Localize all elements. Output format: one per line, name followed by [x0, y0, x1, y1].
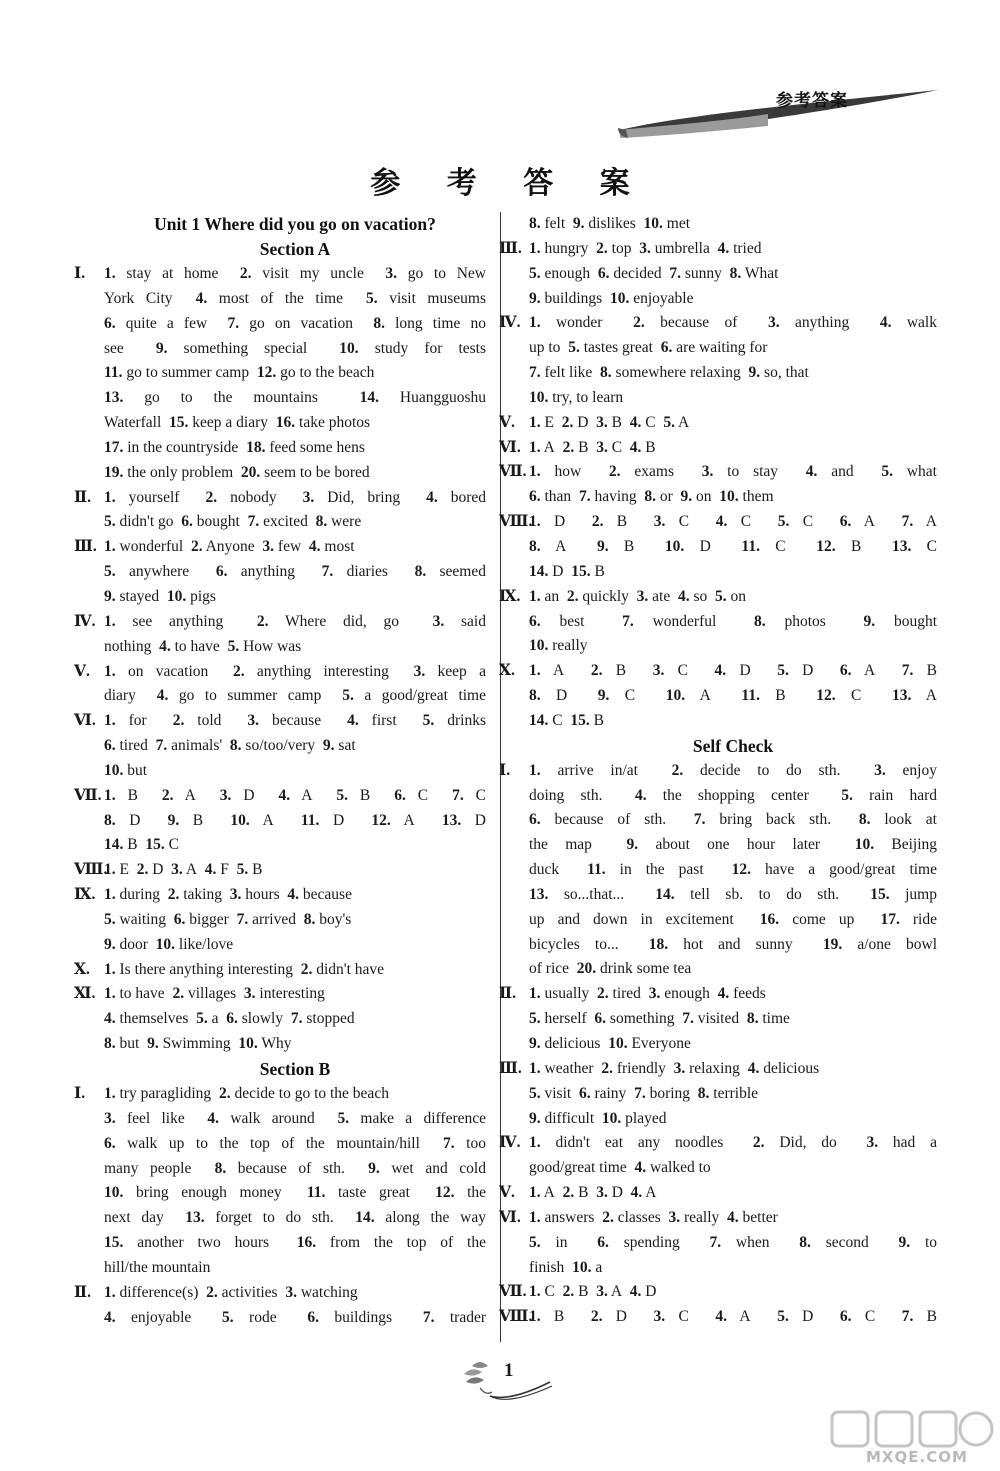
- answer-text: 1. difference(s) 2. activities 3. watching: [104, 1283, 358, 1301]
- answer-line: [104, 933, 486, 958]
- answer-line: [74, 610, 486, 635]
- answer-text: 1. E 2. D 3. A 4. F 5. B: [104, 861, 263, 879]
- answer-line: [104, 287, 486, 312]
- answer-line: [104, 361, 486, 386]
- roman-numeral-marker: Ⅴ.: [74, 662, 90, 680]
- answer-line: [104, 809, 486, 834]
- answer-text: 6. tired 7. animals' 8. so/too/very 9. sat: [104, 737, 356, 755]
- answer-line: [529, 784, 937, 809]
- answer-line: [74, 784, 487, 809]
- answer-text: 8. D 9. C 10. A 11. B 12. C 13. A: [529, 687, 937, 705]
- answer-text: 4. enjoyable 5. rode 6. buildings 7. trader: [104, 1308, 486, 1326]
- answer-text: 1. an 2. quickly 3. ate 4. so 5. on: [529, 587, 747, 605]
- roman-numeral-marker: Ⅶ.: [499, 1283, 527, 1301]
- answer-line: [529, 634, 937, 659]
- answer-line: [104, 734, 486, 759]
- answer-line: [529, 957, 937, 982]
- watermark-text: MXQE.COM: [866, 1448, 968, 1466]
- roman-numeral-marker: Ⅰ.: [74, 265, 86, 282]
- answer-line: [104, 908, 486, 933]
- page-number: 1: [504, 1360, 514, 1381]
- answer-line: [529, 336, 937, 361]
- roman-numeral-marker: Ⅰ.: [499, 761, 511, 779]
- answer-line: [529, 1082, 937, 1107]
- section-b-heading: Section B: [259, 1059, 331, 1079]
- answer-text: good/great time 4. walked to: [529, 1159, 711, 1177]
- page-title: 参 考 答 案: [370, 166, 648, 201]
- unit-title: Unit 1 Where did you go on vacation?: [154, 214, 436, 234]
- answer-line: [104, 1157, 486, 1182]
- answer-text: 3. feel like 4. walk around 5. make a difference: [104, 1109, 487, 1127]
- answer-text: 5. in 6. spending 7. when 8. second 9. to: [529, 1233, 938, 1251]
- answer-text: 5. waiting 6. bigger 7. arrived 8. boy's: [104, 910, 352, 928]
- answer-text: 9. difficult 10. played: [529, 1109, 667, 1127]
- page-number-ornament: [460, 1352, 560, 1408]
- answer-line: [74, 982, 486, 1007]
- banner-label: 参考答案: [776, 91, 848, 111]
- answer-line: [529, 808, 937, 833]
- roman-numeral-marker: Ⅲ.: [499, 1059, 522, 1077]
- answer-line: [499, 436, 937, 461]
- section-a-answers: [74, 262, 487, 1057]
- answer-line: [529, 908, 937, 933]
- answer-text: 1. D 2. B 3. C 4. C 5. C 6. A 7. A: [529, 513, 937, 531]
- answer-text: 1. try paragliding 2. decide to go to the beach: [104, 1085, 389, 1102]
- answer-text: 13. go to the mountains 14. Huangguoshu: [104, 389, 487, 407]
- roman-numeral-marker: Ⅵ.: [74, 712, 96, 730]
- answer-text: York City 4. most of the time 5. visit museums: [104, 289, 486, 307]
- answer-text: 1. A 2. B 3. C 4. D 5. D 6. A 7. B: [529, 662, 938, 680]
- answer-text: 1. B 2. D 3. C 4. A 5. D 6. C 7. B: [529, 1308, 938, 1326]
- roman-numeral-marker: Ⅴ.: [499, 413, 515, 431]
- roman-numeral-marker: Ⅵ.: [499, 438, 521, 456]
- answer-line: [74, 858, 486, 883]
- answer-text: diary 4. go to summer camp 5. a good/great time: [104, 687, 486, 705]
- answer-line: [104, 411, 486, 436]
- answer-line: [104, 759, 486, 784]
- answer-text: 1. during 2. taking 3. hours 4. because: [104, 886, 352, 904]
- answer-text: 1. for 2. told 3. because 4. first 5. drinks: [104, 712, 487, 730]
- answer-text: 5. herself 6. something 7. visited 8. time: [529, 1010, 790, 1028]
- answer-line: [529, 709, 937, 734]
- answer-text: 1. E 2. D 3. B 4. C 5. A: [529, 413, 690, 431]
- answer-line: [104, 1032, 486, 1057]
- answer-line: [529, 386, 937, 411]
- answer-text: 1. wonderful 2. Anyone 3. few 4. most: [104, 538, 355, 556]
- answer-line: [104, 510, 486, 535]
- answer-line: [104, 1206, 486, 1231]
- answer-text: 8. but 9. Swimming 10. Why: [104, 1035, 292, 1053]
- answer-line: [104, 1132, 486, 1157]
- answer-text: finish 10. a: [529, 1258, 603, 1276]
- answer-text: of rice 20. drink some tea: [529, 960, 692, 978]
- answer-line: [529, 833, 937, 858]
- answer-line: [499, 311, 937, 336]
- roman-numeral-marker: Ⅷ.: [499, 1308, 533, 1326]
- answer-text: next day 13. forget to do sth. 14. along the way: [104, 1209, 486, 1227]
- self-check-heading: Self Check: [692, 735, 774, 756]
- answer-line: [74, 709, 487, 734]
- answer-line: [104, 1007, 486, 1032]
- answer-line: [104, 1306, 486, 1331]
- answer-line: [529, 485, 937, 510]
- answer-line: [104, 337, 486, 362]
- roman-numeral-marker: Ⅱ.: [499, 985, 516, 1003]
- roman-numeral-marker: Ⅺ.: [74, 985, 96, 1003]
- answer-text: 9. delicious 10. Everyone: [529, 1035, 691, 1052]
- answer-line: [499, 1280, 937, 1305]
- right-column: [499, 212, 938, 1330]
- answer-text: 1. yourself 2. nobody 3. Did, bring 4. bored: [104, 488, 487, 506]
- answer-text: see 9. something special 10. study for tests: [104, 339, 486, 357]
- answer-text: up and down in excitement 16. come up 17. ride: [529, 910, 937, 928]
- answer-line: [529, 262, 937, 287]
- section-a-heading: Section A: [259, 239, 331, 259]
- answer-text: 6. quite a few 7. go on vacation 8. long time no: [104, 314, 486, 332]
- roman-numeral-marker: Ⅶ.: [499, 463, 527, 481]
- answer-line: [529, 560, 937, 585]
- answer-text: hill/the mountain: [104, 1258, 211, 1276]
- section-b-continued-answers: [499, 212, 938, 734]
- answer-text: 17. in the countryside 18. feed some hens: [104, 438, 365, 456]
- answer-text: the map 9. about one hour later 10. Beijing: [529, 836, 937, 854]
- roman-numeral-marker: Ⅰ.: [74, 1085, 86, 1102]
- answer-line: [529, 535, 937, 560]
- answer-line: [104, 436, 486, 461]
- answer-text: 1. to have 2. villages 3. interesting: [104, 985, 325, 1003]
- answer-text: 1. see anything 2. Where did, go 3. said: [104, 612, 486, 630]
- watermark: [826, 1408, 998, 1470]
- answer-text: 13. so...that... 14. tell sb. to do sth. 15. jump: [529, 885, 937, 903]
- answer-text: 9. door 10. like/love: [104, 935, 234, 953]
- answer-line: [104, 312, 486, 337]
- answer-line: [499, 1181, 937, 1206]
- answer-line: [529, 933, 937, 958]
- answer-line: [104, 1107, 486, 1132]
- watermark-logo-graphic: [826, 1408, 998, 1452]
- answer-text: 6. best 7. wonderful 8. photos 9. bought: [529, 612, 938, 630]
- answer-line: [529, 1156, 937, 1181]
- answer-line: [104, 560, 486, 585]
- answer-line: [529, 883, 937, 908]
- roman-numeral-marker: Ⅲ.: [499, 239, 522, 257]
- roman-numeral-marker: Ⅸ.: [499, 587, 521, 605]
- roman-numeral-marker: Ⅸ.: [74, 886, 96, 904]
- answer-line: [74, 883, 486, 908]
- answer-line: [104, 1231, 486, 1256]
- answer-line: [104, 1256, 486, 1281]
- answer-text: 14. C 15. B: [529, 711, 604, 729]
- roman-numeral-marker: Ⅲ.: [74, 538, 97, 556]
- answer-line: [104, 461, 486, 486]
- answer-text: 14. B 15. C: [104, 836, 179, 854]
- answer-text: 10. try, to learn: [529, 388, 624, 406]
- answer-text: 9. stayed 10. pigs: [104, 587, 216, 605]
- section-b-answers: [74, 1082, 487, 1330]
- answer-text: nothing 4. to have 5. How was: [104, 637, 302, 655]
- answer-text: 10. but: [104, 761, 148, 779]
- answer-text: 11. go to summer camp 12. go to the beach: [104, 364, 375, 382]
- answer-line: [74, 660, 487, 685]
- roman-numeral-marker: Ⅱ.: [74, 1283, 91, 1301]
- answer-line: [499, 1131, 938, 1156]
- answer-line: [74, 262, 486, 287]
- answer-line: [104, 684, 486, 709]
- roman-numeral-marker: Ⅳ.: [499, 1134, 521, 1152]
- answer-text: 6. walk up to the top of the mountain/hill 7. too: [104, 1134, 486, 1152]
- answer-text: 5. visit 6. rainy 7. boring 8. terrible: [529, 1084, 759, 1102]
- answer-text: 10. bring enough money 11. taste great 12. the: [104, 1184, 487, 1202]
- roman-numeral-marker: Ⅶ.: [74, 786, 102, 804]
- roman-numeral-marker: Ⅹ.: [499, 662, 515, 680]
- answer-line: [104, 1181, 486, 1206]
- answer-text: 10. really: [529, 637, 588, 655]
- roman-numeral-marker: Ⅴ.: [499, 1184, 515, 1202]
- answer-line: [499, 759, 937, 784]
- roman-numeral-marker: Ⅷ.: [499, 513, 533, 531]
- answer-text: bicycles to... 18. hot and sunny 19. a/one bowl: [529, 935, 937, 953]
- answer-line: [74, 1281, 486, 1306]
- answer-line: [529, 858, 937, 883]
- answer-line: [104, 833, 486, 858]
- answer-line: [499, 982, 937, 1007]
- answer-line: [74, 958, 486, 983]
- answer-text: 1. didn't eat any noodles 2. Did, do 3. had a: [529, 1134, 938, 1152]
- answer-line: [529, 361, 937, 386]
- answer-line: [499, 237, 937, 262]
- answer-text: duck 11. in the past 12. have a good/great time: [529, 861, 937, 879]
- answer-text: 1. stay at home 2. visit my uncle 3. go to New: [104, 265, 486, 282]
- roman-numeral-marker: Ⅷ.: [74, 861, 108, 879]
- answer-line: [499, 460, 937, 485]
- answer-line: [74, 1082, 486, 1107]
- answer-text: 8. D 9. B 10. A 11. D 12. A 13. D: [104, 811, 487, 829]
- answer-line: [74, 486, 487, 511]
- answer-text: 4. themselves 5. a 6. slowly 7. stopped: [104, 1010, 355, 1028]
- header-banner: [618, 86, 940, 144]
- answer-text: 1. C 2. B 3. A 4. D: [529, 1283, 657, 1301]
- answer-text: 1. answers 2. classes 3. really 4. better: [529, 1208, 778, 1226]
- answer-line: [499, 1057, 937, 1082]
- answer-text: 6. because of sth. 7. bring back sth. 8. look at: [529, 811, 937, 829]
- answer-text: 1. B 2. A 3. D 4. A 5. B 6. C 7. C: [104, 786, 487, 804]
- answer-line: [529, 287, 937, 312]
- answer-text: 1. hungry 2. top 3. umbrella 4. tried: [529, 239, 762, 257]
- answer-text: 15. another two hours 16. from the top of the: [104, 1234, 486, 1252]
- answer-text: 5. anywhere 6. anything 7. diaries 8. seemed: [104, 563, 486, 581]
- answer-text: 1. Is there anything interesting 2. didn't have: [104, 960, 385, 978]
- answer-text: many people 8. because of sth. 9. wet and cold: [104, 1159, 486, 1177]
- answer-line: [104, 386, 486, 411]
- answer-line: [529, 610, 937, 635]
- answer-text: 5. didn't go 6. bought 7. excited 8. were: [104, 513, 362, 531]
- answer-text: 1. wonder 2. because of 3. anything 4. walk: [529, 314, 937, 332]
- answer-line: [104, 585, 486, 610]
- answer-text: Waterfall 15. keep a diary 16. take photos: [104, 414, 371, 432]
- answer-line: [529, 1231, 937, 1256]
- answer-text: 1. on vacation 2. anything interesting 3. keep a: [104, 662, 487, 680]
- answer-line: [529, 1007, 937, 1032]
- answer-line: [529, 1032, 937, 1057]
- answer-text: 1. how 2. exams 3. to stay 4. and 5. what: [529, 463, 937, 481]
- answer-text: 7. felt like 8. somewhere relaxing 9. so, that: [529, 364, 809, 382]
- roman-numeral-marker: Ⅹ.: [74, 960, 90, 978]
- roman-numeral-marker: Ⅱ.: [74, 488, 91, 506]
- answer-line: [529, 1107, 937, 1132]
- roman-numeral-marker: Ⅵ.: [499, 1208, 521, 1226]
- answer-line: [104, 635, 486, 660]
- roman-numeral-marker: Ⅳ.: [74, 612, 96, 630]
- answer-line: [529, 684, 937, 709]
- answer-text: 5. enough 6. decided 7. sunny 8. What: [529, 264, 779, 282]
- answer-text: 14. D 15. B: [529, 562, 605, 580]
- answer-text: doing sth. 4. the shopping center 5. rain hard: [529, 786, 937, 804]
- answer-line: [499, 411, 937, 436]
- answer-line: [74, 535, 486, 560]
- answer-text: 1. arrive in/at 2. decide to do sth. 3. enjoy: [529, 761, 937, 779]
- answer-line: [499, 659, 938, 684]
- answer-text: 19. the only problem 20. seem to be bored: [104, 463, 370, 481]
- answer-text: 9. buildings 10. enjoyable: [529, 289, 694, 307]
- answer-text: 1. usually 2. tired 3. enough 4. feeds: [529, 985, 766, 1003]
- answer-text: up to 5. tastes great 6. are waiting for: [529, 339, 768, 357]
- left-column: [74, 212, 487, 1330]
- answer-line: [499, 585, 937, 610]
- answer-text: 8. felt 9. dislikes 10. met: [529, 215, 691, 232]
- answer-line: [499, 1206, 937, 1231]
- answer-text: 6. than 7. having 8. or 9. on 10. them: [529, 488, 774, 506]
- answer-line: [529, 1256, 937, 1281]
- answer-line: [499, 510, 937, 535]
- roman-numeral-marker: Ⅳ.: [499, 314, 521, 332]
- self-check-answers: [499, 759, 938, 1330]
- answer-text: 8. A 9. B 10. D 11. C 12. B 13. C: [529, 537, 937, 555]
- answer-line: [529, 212, 937, 237]
- answer-text: 1. weather 2. friendly 3. relaxing 4. delicious: [529, 1059, 820, 1077]
- answer-text: 1. A 2. B 3. D 4. A: [529, 1184, 657, 1202]
- answer-text: 1. A 2. B 3. C 4. B: [529, 438, 656, 456]
- answer-line: [499, 1305, 938, 1330]
